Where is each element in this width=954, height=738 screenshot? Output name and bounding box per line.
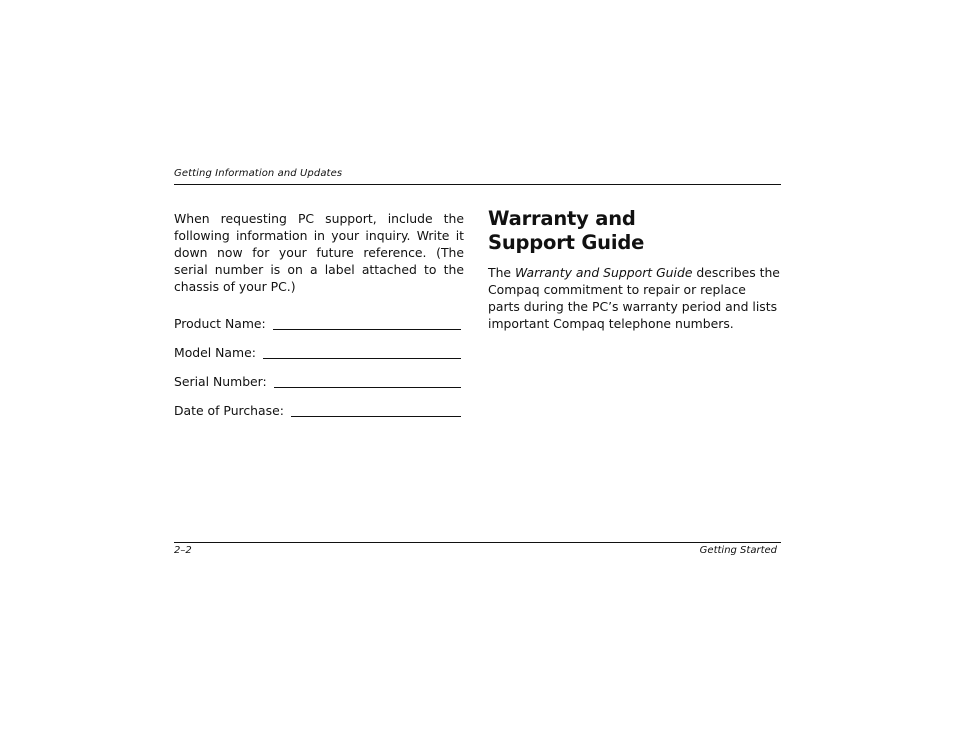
model-name-field	[174, 332, 464, 361]
serial-number-field	[174, 361, 464, 390]
running-header: Getting Information and Updates	[174, 168, 343, 179]
support-intro-paragraph: When requesting PC support, include the following information in your inquiry. Write it down now for your future reference. (The serial number is on a label attached to the chassis of your PC.)	[174, 211, 464, 294]
section-heading-line-2: Support Guide	[488, 231, 645, 254]
right-column	[488, 207, 781, 332]
date-of-purchase-field	[174, 390, 464, 419]
footer-rule	[174, 542, 781, 543]
date-of-purchase-label: Date of Purchase:	[174, 403, 284, 418]
product-name-field	[174, 303, 464, 332]
model-name-blank-line	[263, 345, 461, 359]
book-title: Getting Started	[699, 545, 777, 556]
product-name-label: Product Name:	[174, 316, 266, 331]
date-of-purchase-blank-line	[291, 403, 461, 417]
header-rule	[174, 184, 781, 185]
body-text-end: describes the Compaq commitment to repair or replace parts during the PC’s warranty period and lists important Compaq telephone numbers.	[488, 265, 780, 331]
body-text-start: The	[488, 265, 515, 280]
product-name-blank-line	[273, 316, 461, 330]
left-column	[174, 210, 464, 419]
section-heading	[488, 207, 781, 255]
serial-number-blank-line	[274, 374, 461, 388]
page-number: 2–2	[174, 545, 192, 556]
section-body-paragraph	[488, 264, 781, 332]
serial-number-label: Serial Number:	[174, 374, 267, 389]
guide-title-italic: Warranty and Support Guide	[514, 265, 693, 280]
section-heading-line-1: Warranty and	[488, 207, 636, 230]
model-name-label: Model Name:	[174, 345, 256, 360]
